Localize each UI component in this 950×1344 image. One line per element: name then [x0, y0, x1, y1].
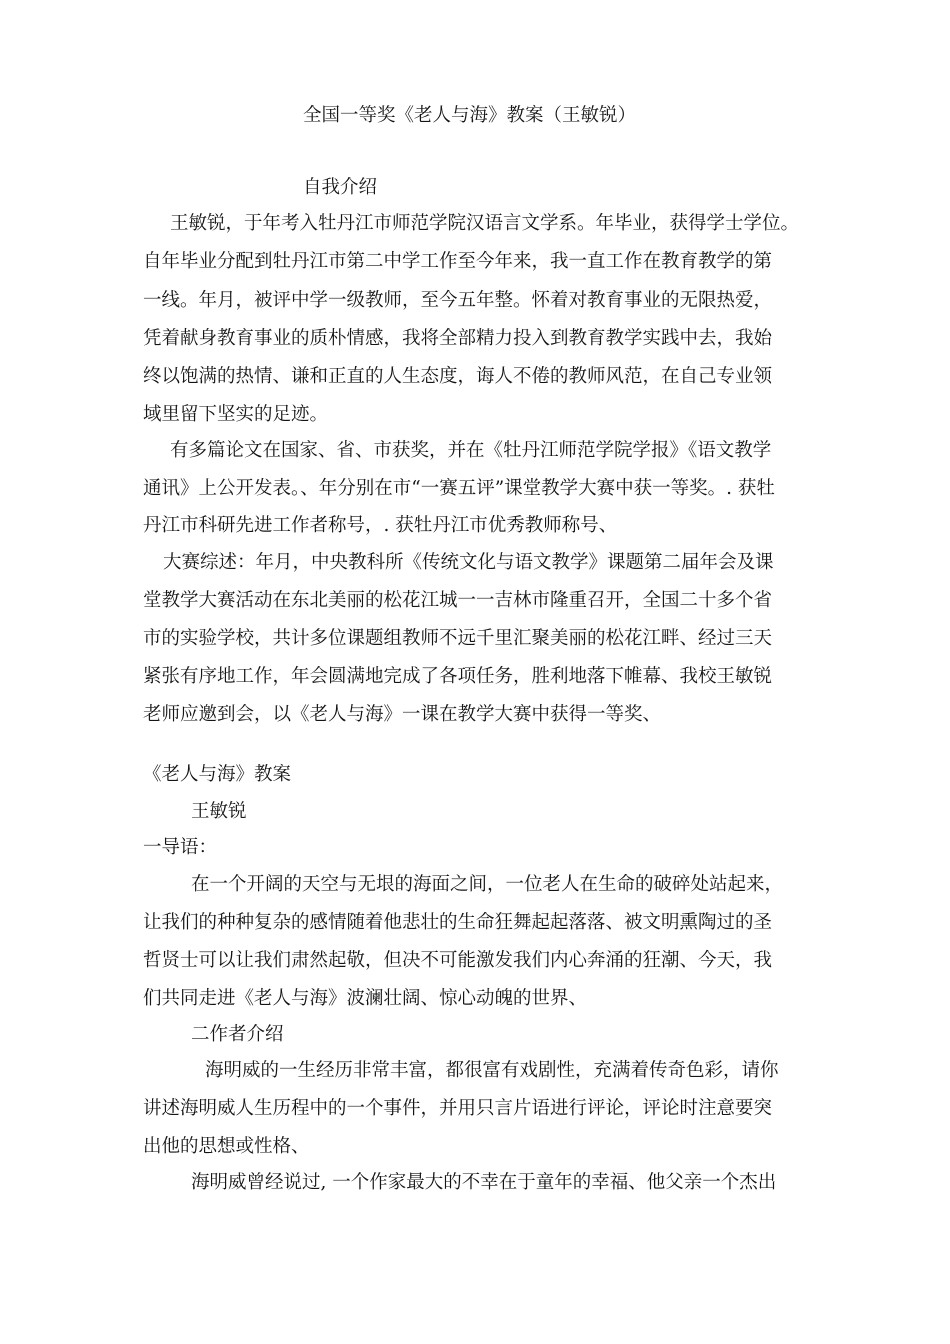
paragraph-line: 王敏锐，于年考入牡丹江市师范学院汉语言文学系。年毕业，获得学士学位。 [170, 213, 800, 234]
paragraph-line: 大赛综述：年月，中央教科所《传统文化与语文教学》课题第二届年会及课 [163, 552, 774, 573]
paragraph-line: 讲述海明威人生历程中的一个事件，并用只言片语进行评论，评论时注意要突 [143, 1098, 773, 1119]
paragraph-line: 丹江市科研先进工作者称号，. 获牡丹江市优秀教师称号、 [143, 515, 618, 536]
intro-heading: 自我介绍 [303, 177, 378, 198]
paragraph-line: 自年毕业分配到牡丹江市第二中学工作至今年来，我一直工作在教育教学的第 [143, 251, 773, 272]
section-heading-author: 二作者介绍 [191, 1024, 284, 1045]
document-title: 全国一等奖《老人与海》教案（王敏锐） [303, 105, 637, 126]
lesson-title: 《老人与海》教案 [143, 764, 292, 785]
paragraph-line: 在一个开阔的天空与无垠的海面之间，一位老人在生命的破碎处站起来， [191, 874, 784, 895]
paragraph-line: 老师应邀到会，以《老人与海》一课在教学大赛中获得一等奖、 [143, 704, 662, 725]
section-heading-intro: 一导语： [143, 837, 218, 858]
paragraph-line: 市的实验学校，共计多位课题组教师不远千里汇聚美丽的松花江畔、经过三天 [143, 628, 773, 649]
paragraph-line: 海明威的一生经历非常丰富，都很富有戏剧性，充满着传奇色彩，请你 [205, 1060, 779, 1081]
paragraph-line: 出他的思想或性格、 [143, 1136, 310, 1157]
paragraph-line: 海明威曾经说过, 一个作家最大的不幸在于童年的幸福、他父亲一个杰出 [191, 1172, 777, 1193]
paragraph-line: 域里留下坚实的足迹。 [143, 404, 329, 425]
paragraph-line: 紧张有序地工作，年会圆满地完成了各项任务，胜利地落下帷幕、我校王敏锐 [143, 666, 773, 687]
paragraph-line: 凭着献身教育事业的质朴情感，我将全部精力投入到教育教学实践中去，我始 [143, 328, 773, 349]
paragraph-line: 通讯》上公开发表。、年分别在市“一赛五评”课堂教学大赛中获一等奖。. 获牡 [143, 478, 775, 499]
paragraph-line: 哲贤士可以让我们肃然起敬，但决不可能激发我们内心奔涌的狂潮、今天，我 [143, 950, 773, 971]
paragraph-line: 终以饱满的热情、谦和正直的人生态度，诲人不倦的教师风范，在自己专业领 [143, 366, 773, 387]
lesson-author: 王敏锐 [191, 801, 247, 822]
paragraph-line: 们共同走进《老人与海》波澜壮阔、惊心动魄的世界、 [143, 988, 588, 1009]
paragraph-line: 堂教学大赛活动在东北美丽的松花江城一一吉林市隆重召开，全国二十多个省 [143, 590, 773, 611]
paragraph-line: 有多篇论文在国家、省、市获奖，并在《牡丹江师范学院学报》《语文教学 [170, 440, 772, 461]
paragraph-line: 一线。年月，被评中学一级教师，至今五年整。怀着对教育事业的无限热爱， [143, 290, 773, 311]
paragraph-line: 让我们的种种复杂的感情随着他悲壮的生命狂舞起起落落、被文明熏陶过的圣 [143, 912, 773, 933]
